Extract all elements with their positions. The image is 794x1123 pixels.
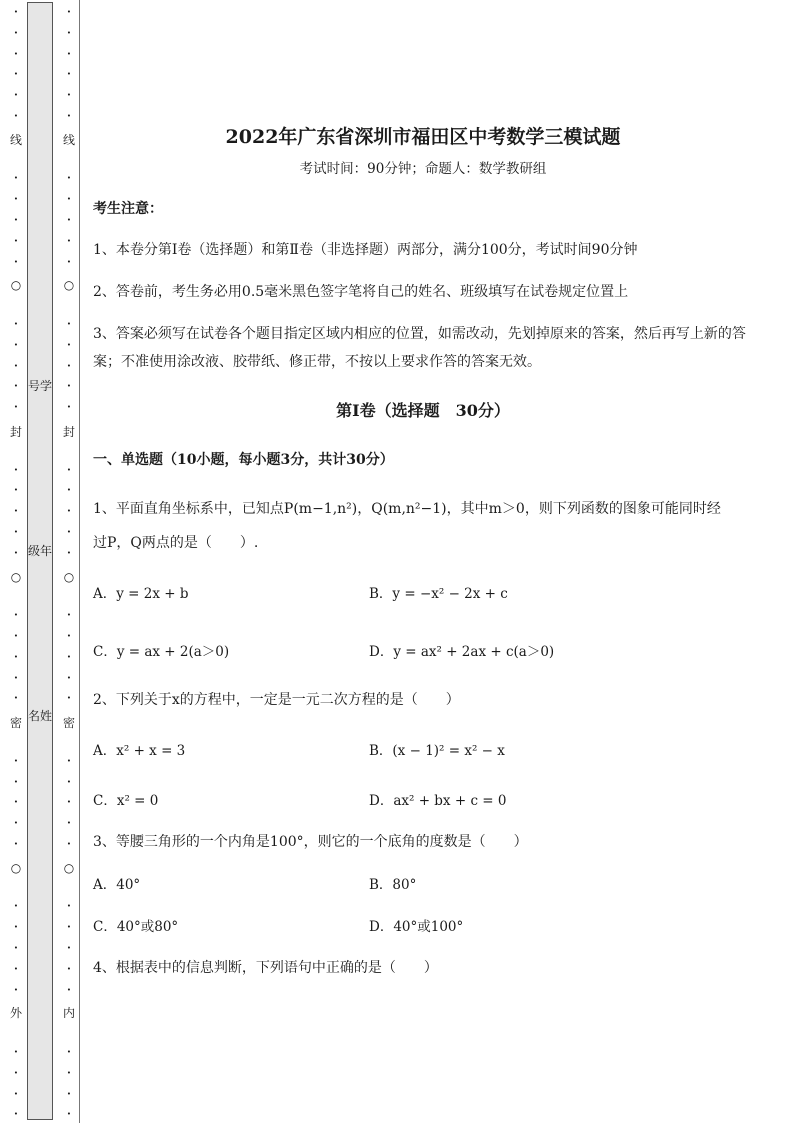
q3-option-c: C．40°或80° bbox=[93, 919, 179, 935]
dot: • bbox=[66, 403, 72, 412]
dot: • bbox=[66, 528, 72, 536]
dot: • bbox=[66, 673, 72, 682]
q3-option-b: B．80° bbox=[369, 877, 417, 893]
circle-mark: ○ bbox=[63, 861, 75, 875]
field-grade: 级年 bbox=[27, 544, 52, 558]
circle-mark: ○ bbox=[63, 570, 75, 584]
dot: • bbox=[13, 528, 19, 536]
dot: • bbox=[66, 798, 72, 807]
field-student-number: 号学 bbox=[27, 379, 52, 393]
dot: • bbox=[66, 340, 72, 349]
dot: • bbox=[66, 1068, 72, 1077]
dot: • bbox=[66, 840, 72, 848]
q1-option-c: C．y = ax + 2(a＞0) bbox=[93, 644, 230, 660]
notice-heading: 考生注意： bbox=[93, 201, 163, 217]
dot: • bbox=[66, 923, 72, 932]
dot: • bbox=[66, 652, 72, 661]
q3-option-d: D．40°或100° bbox=[369, 919, 464, 935]
dot: • bbox=[13, 465, 19, 474]
dot: • bbox=[66, 195, 72, 204]
dot: • bbox=[13, 382, 19, 391]
dot: • bbox=[13, 819, 19, 828]
dot: • bbox=[13, 486, 19, 495]
dot: • bbox=[13, 632, 19, 640]
dot: • bbox=[13, 174, 19, 183]
outer-dotted-line bbox=[9, 0, 23, 1123]
dot: • bbox=[13, 340, 19, 349]
dot: • bbox=[66, 1110, 72, 1119]
dot: • bbox=[13, 195, 19, 204]
dot: • bbox=[13, 798, 19, 807]
dot: • bbox=[66, 694, 72, 703]
binding-mark: 线 bbox=[62, 133, 75, 147]
dot: • bbox=[13, 923, 19, 932]
dot: • bbox=[66, 361, 72, 370]
dot: • bbox=[13, 756, 19, 765]
q3-stem: 3、等腰三角形的一个内角是100°，则它的一个底角的度数是（ ） bbox=[93, 834, 528, 850]
dot: • bbox=[13, 964, 19, 973]
dot: • bbox=[13, 112, 19, 120]
dot: • bbox=[66, 320, 72, 328]
dot: • bbox=[13, 944, 19, 952]
dot: • bbox=[13, 985, 19, 994]
notice-item-1: 1、本卷分第Ⅰ卷（选择题）和第Ⅱ卷（非选择题）两部分，满分100分，考试时间90分钟 bbox=[93, 242, 638, 258]
dot: • bbox=[13, 361, 19, 370]
notice-item-2: 2、答卷前，考生务必用0.5毫米黑色签字笔将自己的姓名、班级填写在试卷规定位置上 bbox=[93, 284, 629, 300]
dot: • bbox=[13, 673, 19, 682]
dot: • bbox=[66, 257, 72, 266]
dot: • bbox=[66, 70, 72, 79]
dot: • bbox=[13, 507, 19, 516]
binding-mark: 线 bbox=[9, 133, 22, 147]
q1-option-b: B．y = −x² − 2x + c bbox=[369, 586, 508, 602]
dot: • bbox=[13, 70, 19, 79]
q3-option-a: A．40° bbox=[93, 877, 141, 893]
q2-option-d: D．ax² + bx + c = 0 bbox=[369, 793, 507, 809]
dot: • bbox=[13, 216, 19, 224]
dot: • bbox=[66, 632, 72, 640]
dot: • bbox=[13, 652, 19, 661]
dot: • bbox=[13, 694, 19, 703]
q1-option-a: A．y = 2x + b bbox=[93, 586, 189, 602]
binding-mark: 密 bbox=[62, 716, 75, 730]
q4-stem: 4、根据表中的信息判断，下列语句中正确的是（ ） bbox=[93, 960, 438, 976]
dot: • bbox=[66, 112, 72, 120]
dot: • bbox=[13, 8, 19, 16]
circle-mark: ○ bbox=[10, 570, 22, 584]
dot: • bbox=[66, 944, 72, 952]
q2-option-c: C．x² = 0 bbox=[93, 793, 159, 809]
dot: • bbox=[13, 236, 19, 245]
dot: • bbox=[13, 1110, 19, 1119]
q1-stem-line1: 1、平面直角坐标系中，已知点P(m−1,n²)，Q(m,n²−1)，其中m＞0，则下列函数的图象可能同时经 bbox=[93, 501, 721, 517]
dot: • bbox=[66, 1048, 72, 1056]
dot: • bbox=[66, 8, 72, 16]
q2-stem: 2、下列关于x的方程中，一定是一元二次方程的是（ ） bbox=[93, 692, 460, 708]
dot: • bbox=[66, 1089, 72, 1098]
circle-mark: ○ bbox=[10, 278, 22, 292]
dot: • bbox=[13, 548, 19, 557]
dot: • bbox=[66, 902, 72, 911]
dot: • bbox=[13, 840, 19, 848]
binding-mark: 封 bbox=[9, 425, 22, 439]
q1-stem-line2: 过P，Q两点的是（ ）. bbox=[93, 535, 259, 551]
part-heading: 一、单选题（10小题，每小题3分，共计30分） bbox=[93, 452, 394, 468]
dot: • bbox=[66, 486, 72, 495]
dot: • bbox=[13, 49, 19, 58]
binding-line bbox=[79, 0, 80, 1123]
dot: • bbox=[66, 985, 72, 994]
binding-mark: 封 bbox=[62, 425, 75, 439]
dot: • bbox=[13, 403, 19, 412]
dot: • bbox=[13, 91, 19, 100]
dot: • bbox=[66, 611, 72, 620]
dot: • bbox=[66, 507, 72, 516]
section-title: 第Ⅰ卷（选择题 30分） bbox=[336, 401, 510, 420]
dot: • bbox=[13, 1048, 19, 1056]
dot: • bbox=[66, 964, 72, 973]
dot: • bbox=[13, 28, 19, 37]
dot: • bbox=[13, 320, 19, 328]
circle-mark: ○ bbox=[10, 861, 22, 875]
dot: • bbox=[66, 756, 72, 765]
dot: • bbox=[66, 91, 72, 100]
dot: • bbox=[66, 465, 72, 474]
page-title: 2022年广东省深圳市福田区中考数学三模试题 bbox=[225, 126, 621, 148]
circle-mark: ○ bbox=[63, 278, 75, 292]
dot: • bbox=[66, 28, 72, 37]
dot: • bbox=[66, 49, 72, 58]
dot: • bbox=[13, 777, 19, 786]
dot: • bbox=[66, 174, 72, 183]
binding-mark: 内 bbox=[62, 1006, 75, 1020]
binding-mark: 密 bbox=[9, 716, 22, 730]
dot: • bbox=[66, 236, 72, 245]
dot: • bbox=[66, 777, 72, 786]
q2-option-a: A．x² + x = 3 bbox=[93, 743, 186, 759]
binding-mark: 外 bbox=[9, 1006, 22, 1020]
exam-info: 考试时间：90分钟；命题人：数学教研组 bbox=[299, 161, 547, 177]
dot: • bbox=[13, 902, 19, 911]
dot: • bbox=[66, 216, 72, 224]
dot: • bbox=[66, 382, 72, 391]
dot: • bbox=[13, 1068, 19, 1077]
notice-item-3: 3、答案必须写在试卷各个题目指定区域内相应的位置，如需改动，先划掉原来的答案，然后再写上新的答案；不准使用涂改液、胶带纸、修正带，不按以上要求作答的答案无效。 bbox=[93, 326, 746, 370]
inner-dotted-line bbox=[62, 0, 76, 1123]
dot: • bbox=[66, 819, 72, 828]
dot: • bbox=[13, 1089, 19, 1098]
q1-option-d: D．y = ax² + 2ax + c(a＞0) bbox=[369, 644, 555, 660]
dot: • bbox=[13, 611, 19, 620]
field-name: 名姓 bbox=[27, 709, 52, 723]
dot: • bbox=[13, 257, 19, 266]
dot: • bbox=[66, 548, 72, 557]
q2-option-b: B．(x − 1)² = x² − x bbox=[369, 743, 505, 759]
